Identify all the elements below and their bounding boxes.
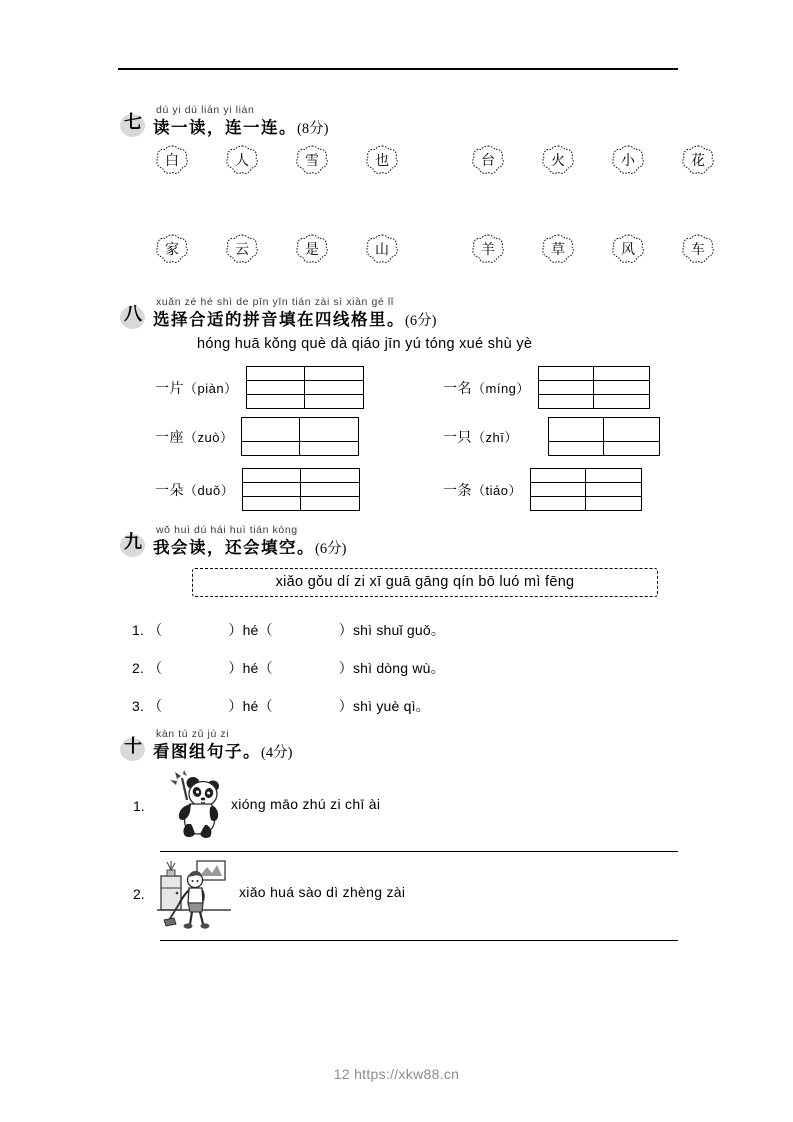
pinyin-grid-cell[interactable] [243, 483, 301, 496]
measure-word-label [155, 427, 233, 447]
pinyin-grid[interactable] [538, 366, 650, 409]
char-bubble[interactable] [365, 233, 399, 267]
pinyin-grid-cell[interactable] [531, 483, 586, 496]
section-seven-text [148, 104, 329, 138]
pinyin-grid-cell[interactable] [594, 381, 649, 394]
pinyin-grid-row [531, 483, 641, 497]
pinyin-grid-row [243, 497, 359, 510]
section-number-badge-eight [118, 300, 148, 330]
pinyin-grid-row [549, 442, 659, 455]
picture-sentence-item-2 [133, 858, 673, 938]
pinyin-grid-row [247, 381, 363, 395]
question-number: 1. [132, 622, 145, 638]
blank-mid[interactable]: ）hé（ [228, 622, 273, 638]
pinyin-grid-row [242, 418, 358, 442]
char-bubble-row-1 [155, 144, 705, 178]
child-sweeping-floor-image [157, 858, 231, 939]
char-bubble-label: 雪 [305, 153, 319, 169]
pinyin-grid-cell[interactable] [247, 367, 305, 380]
char-bubble-label: 山 [375, 242, 389, 258]
section-number-badge-ten [118, 732, 148, 762]
measure-word-pinyin: （piàn） [184, 380, 238, 396]
section-eight-score: (6分) [405, 313, 437, 329]
section-nine-word-bank-text: xiǎo gǒu dí zi xī guā gāng qín bō luó mì fēng [275, 574, 575, 590]
char-bubble-label: 白 [165, 153, 179, 169]
pinyin-grid-cell[interactable] [305, 381, 363, 394]
measure-word-pinyin: （zhī） [472, 429, 518, 445]
char-bubble-label: 也 [375, 153, 389, 169]
char-bubble-label: 是 [305, 242, 319, 258]
pinyin-grid-cell[interactable] [242, 442, 300, 455]
measure-word-item-right-3 [443, 468, 642, 511]
pinyin-grid-row [539, 367, 649, 381]
section-number-ten: 十 [124, 736, 142, 757]
pinyin-grid-row [539, 395, 649, 408]
pinyin-grid-cell[interactable] [531, 497, 586, 510]
measure-word-pinyin: （míng） [472, 380, 530, 396]
pinyin-grid[interactable] [246, 366, 364, 409]
char-bubble-label: 小 [621, 153, 635, 169]
pinyin-grid-row [247, 395, 363, 408]
char-bubble-label: 火 [551, 153, 565, 169]
answer-line-2[interactable] [160, 940, 678, 941]
pinyin-grid[interactable] [548, 417, 660, 456]
fill-blank-question-1 [132, 620, 445, 640]
char-bubble[interactable] [295, 144, 329, 178]
section-ten-title: 看图组句子。 [153, 742, 261, 761]
measure-word-text: 一片 [155, 380, 184, 397]
measure-word-text: 一只 [443, 429, 472, 446]
section-heading-ten [118, 728, 293, 762]
question-number: 3. [132, 698, 145, 714]
answer-line-1[interactable] [160, 851, 678, 852]
pinyin-grid[interactable] [530, 468, 642, 511]
section-ten-text [148, 728, 293, 762]
panda-eating-bamboo-image [157, 770, 223, 847]
char-bubble-label: 家 [165, 242, 179, 258]
section-seven-score: (8分) [297, 121, 329, 137]
measure-word-label [443, 427, 518, 447]
pinyin-grid-cell[interactable] [586, 483, 641, 496]
measure-word-item-left-1 [155, 366, 364, 409]
measure-word-item-left-3 [155, 468, 360, 511]
footer-watermark: 12 https://xkw88.cn [333, 1066, 460, 1082]
fill-blank-question-3 [132, 696, 430, 716]
section-number-seven: 七 [124, 112, 142, 133]
section-nine-word-bank-box [192, 568, 658, 597]
section-heading-eight [118, 296, 437, 330]
section-seven-title: 读一读，连一连。 [153, 118, 297, 137]
pinyin-grid-row [531, 497, 641, 510]
pinyin-grid-cell[interactable] [300, 442, 358, 455]
measure-word-text: 一朵 [155, 482, 184, 499]
pinyin-grid[interactable] [242, 468, 360, 511]
char-bubble-label: 羊 [481, 242, 495, 258]
pinyin-grid-row [242, 442, 358, 455]
char-bubble-label: 花 [691, 153, 705, 169]
pinyin-grid-row [247, 367, 363, 381]
pinyin-grid-cell[interactable] [242, 418, 300, 441]
pinyin-grid-cell[interactable] [604, 418, 659, 441]
char-bubble-label: 台 [481, 153, 495, 169]
pinyin-grid-cell[interactable] [586, 497, 641, 510]
pinyin-grid-row [243, 483, 359, 497]
section-ten-pinyin: kàn tú zǔ jù zi [156, 728, 230, 740]
char-bubble-label: 草 [551, 242, 565, 258]
char-bubble-row-2 [155, 233, 705, 267]
section-eight-pinyin: xuǎn zé hé shì de pīn yīn tián zài sì xiàn gé lǐ [156, 296, 394, 308]
pinyin-grid-cell[interactable] [539, 367, 594, 380]
measure-word-item-right-1 [443, 366, 650, 409]
pinyin-grid-cell[interactable] [243, 469, 301, 482]
pinyin-grid-row [531, 469, 641, 483]
question-tail: ）shì yuè qì。 [338, 698, 430, 714]
measure-word-label [155, 480, 234, 500]
pinyin-grid-cell[interactable] [243, 497, 301, 510]
blank-mid[interactable]: ）hé（ [228, 660, 273, 676]
picture-sentence-item-1 [133, 770, 673, 850]
measure-word-item-left-2 [155, 417, 359, 456]
fill-blank-question-2 [132, 658, 445, 678]
measure-word-label [443, 378, 530, 398]
measure-word-pinyin: （tiáo） [472, 482, 522, 498]
pinyin-grid-cell[interactable] [549, 442, 604, 455]
pinyin-grid[interactable] [241, 417, 359, 456]
item-1-word-list: xióng māo zhú zi chī ài [231, 796, 381, 812]
char-bubble[interactable] [611, 144, 645, 178]
pinyin-grid-cell[interactable] [301, 469, 359, 482]
measure-word-label [443, 480, 522, 500]
pinyin-grid-cell[interactable] [586, 469, 641, 482]
char-bubble-label: 风 [621, 242, 635, 258]
section-eight-word-bank: hóng huā kǒng què dà qiáo jīn yú tóng xué shù yè [197, 336, 533, 352]
section-seven-pinyin: dú yi dú lián yi lián [156, 104, 255, 116]
pinyin-grid-cell[interactable] [539, 381, 594, 394]
section-heading-nine [118, 524, 347, 558]
pinyin-grid-row [243, 469, 359, 483]
char-bubble[interactable] [541, 144, 575, 178]
char-bubble[interactable] [471, 233, 505, 267]
page-top-divider [118, 68, 678, 70]
char-bubble[interactable] [681, 144, 715, 178]
section-nine-text [148, 524, 347, 558]
blank-open-paren[interactable]: （ [148, 622, 163, 638]
section-number-nine: 九 [124, 532, 142, 553]
section-eight-title: 选择合适的拼音填在四线格里。 [153, 310, 405, 329]
question-tail: ）shì dòng wù。 [338, 660, 445, 676]
item-number: 2. [133, 886, 145, 902]
section-number-badge-seven [118, 108, 148, 138]
pinyin-grid-cell[interactable] [247, 395, 305, 408]
char-bubble[interactable] [681, 233, 715, 267]
pinyin-grid-cell[interactable] [305, 395, 363, 408]
pinyin-grid-cell[interactable] [539, 395, 594, 408]
section-number-badge-nine [118, 528, 148, 558]
pinyin-grid-cell[interactable] [300, 418, 358, 441]
pinyin-grid-cell[interactable] [594, 367, 649, 380]
section-ten-score: (4分) [261, 745, 293, 761]
char-bubble[interactable] [541, 233, 575, 267]
measure-word-pinyin: （duǒ） [184, 482, 235, 498]
blank-mid[interactable]: ）hé（ [228, 698, 273, 714]
char-bubble-label: 车 [691, 242, 705, 258]
char-bubble[interactable] [155, 144, 189, 178]
item-number: 1. [133, 798, 145, 814]
section-heading-seven [118, 104, 329, 138]
item-2-word-list: xiǎo huá sào dì zhèng zài [239, 884, 406, 900]
measure-word-item-right-2 [443, 417, 660, 456]
section-nine-title: 我会读，还会填空。 [153, 538, 315, 557]
char-bubble-label: 人 [235, 153, 249, 169]
pinyin-grid-cell[interactable] [549, 418, 604, 441]
blank-open-paren[interactable]: （ [148, 660, 163, 676]
measure-word-label [155, 378, 238, 398]
measure-word-text: 一名 [443, 380, 472, 397]
pinyin-grid-cell[interactable] [301, 483, 359, 496]
char-bubble[interactable] [471, 144, 505, 178]
pinyin-grid-cell[interactable] [305, 367, 363, 380]
question-tail: ）shì shuǐ guǒ。 [338, 622, 446, 638]
section-eight-text [148, 296, 437, 330]
measure-word-text: 一座 [155, 429, 184, 446]
section-nine-score: (6分) [315, 541, 347, 557]
measure-word-text: 一条 [443, 482, 472, 499]
char-bubble[interactable] [155, 233, 189, 267]
char-bubble[interactable] [365, 144, 399, 178]
pinyin-grid-cell[interactable] [301, 497, 359, 510]
section-nine-pinyin: wǒ huì dú hái huì tián kòng [156, 524, 298, 536]
char-bubble[interactable] [295, 233, 329, 267]
char-bubble-label: 云 [235, 242, 249, 258]
pinyin-grid-cell[interactable] [594, 395, 649, 408]
pinyin-grid-row [539, 381, 649, 395]
section-number-eight: 八 [124, 304, 142, 325]
measure-word-pinyin: （zuò） [184, 429, 234, 445]
pinyin-grid-cell[interactable] [531, 469, 586, 482]
char-bubble[interactable] [611, 233, 645, 267]
char-bubble[interactable] [225, 144, 259, 178]
pinyin-grid-row [549, 418, 659, 442]
blank-open-paren[interactable]: （ [148, 698, 163, 714]
pinyin-grid-cell[interactable] [247, 381, 305, 394]
pinyin-grid-cell[interactable] [604, 442, 659, 455]
char-bubble[interactable] [225, 233, 259, 267]
question-number: 2. [132, 660, 145, 676]
